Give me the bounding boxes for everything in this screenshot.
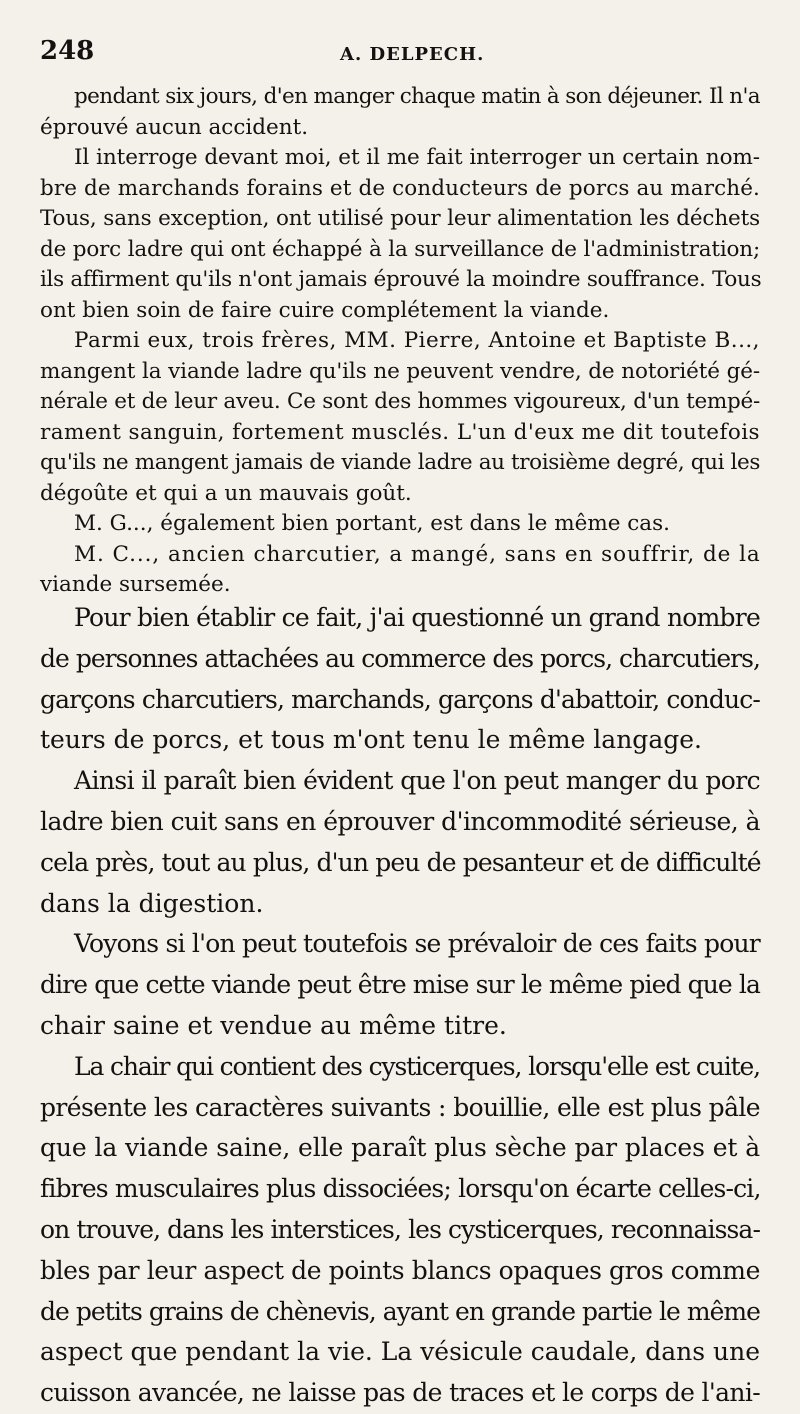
text-line: ladre bien cuit sans en éprouver d'incommodité sérieuse, à (40, 806, 760, 836)
text-line: Voyons si l'on peut toutefois se prévaloir de ces faits pour (74, 929, 760, 959)
text-line: dans la digestion. (40, 888, 264, 918)
large-paragraph (40, 761, 760, 924)
text-line: Ainsi il paraît bien évident que l'on peut manger du porc (74, 766, 760, 796)
text-line: mangent la viande ladre qu'ils ne peuvent vendre, de notoriété gé- (40, 358, 760, 384)
small-paragraph (40, 509, 760, 540)
text-line: dire que cette viande peut être mise sur le même pied que la (40, 970, 760, 1000)
text-line: fibres musculaires plus dissociées; lorsqu'on écarte celles-ci, (40, 1174, 761, 1204)
running-head: A. DELPECH. (340, 44, 485, 65)
text-line: cuisson avancée, ne laisse pas de traces et le corps de l'ani- (40, 1378, 760, 1408)
page-header (40, 36, 760, 72)
text-line: on trouve, dans les interstices, les cysticerques, reconnaissa- (40, 1214, 760, 1244)
text-line: viande sursemée. (40, 572, 231, 597)
text-line: garçons charcutiers, marchands, garçons d'abattoir, conduc- (40, 684, 760, 714)
small-paragraph (40, 82, 760, 143)
text-line: dégoûte et qui a un mauvais goût. (40, 480, 412, 506)
text-line: M. C..., ancien charcutier, a mangé, sans en souffrir, de la (74, 541, 761, 567)
text-line: aspect que pendant la vie. La vésicule caudale, dans une (40, 1337, 760, 1367)
large-paragraph (40, 1047, 760, 1414)
small-paragraph (40, 326, 760, 509)
text-line: que la viande saine, elle paraît plus sèche par places et à (40, 1133, 760, 1163)
small-paragraph (40, 540, 760, 601)
text-line: qu'ils ne mangent jamais de viande ladre au troisième degré, qui les (40, 450, 760, 475)
text-line: cela près, tout au plus, d'un peu de pesanteur et de difficulté (40, 847, 761, 877)
text-line: ont bien soin de faire cuire complétement la viande. (40, 297, 610, 323)
text-line: éprouvé aucun accident. (40, 114, 309, 140)
large-paragraph (40, 924, 760, 1046)
text-line: nérale et de leur aveu. Ce sont des hommes vigoureux, d'un tempé- (40, 389, 760, 414)
small-text-block (40, 82, 760, 601)
text-line: M. G..., également bien portant, est dans le même cas. (74, 511, 670, 536)
text-line: Pour bien établir ce fait, j'ai questionné un grand nombre (74, 603, 761, 632)
text-line: de porc ladre qui ont échappé à la surveillance de l'administration; (40, 236, 760, 262)
text-line: rament sanguin, fortement musclés. L'un d'eux me dit toutefois (40, 419, 760, 445)
text-line: présente les caractères suivants : bouillie, elle est plus pâle (40, 1092, 760, 1122)
large-paragraph (40, 598, 760, 761)
text-line: ils affirment qu'ils n'ont jamais éprouvé la moindre souffrance. Tous (40, 267, 762, 292)
text-line: bre de marchands forains et de conducteurs de porcs au marché. (40, 175, 760, 201)
text-line: pendant six jours, d'en manger chaque matin à son déjeuner. Il n'a (74, 84, 760, 109)
large-text-block (40, 598, 760, 1414)
small-paragraph (40, 143, 760, 326)
text-line: bles par leur aspect de points blancs opaques gros comme (40, 1255, 760, 1285)
text-line: La chair qui contient des cysticerques, lorsqu'elle est cuite, (74, 1051, 760, 1081)
text-line: Il interroge devant moi, et il me fait interroger un certain nom- (74, 145, 760, 170)
text-line: de petits grains de chènevis, ayant en grande partie le même (40, 1296, 760, 1326)
text-line: Parmi eux, trois frères, MM. Pierre, Antoine et Baptiste B..., (74, 328, 760, 353)
text-line: teurs de porcs, et tous m'ont tenu le même langage. (40, 725, 702, 755)
text-line: Tous, sans exception, ont utilisé pour leur alimentation les déchets (40, 206, 760, 231)
text-line: chair saine et vendue au même titre. (40, 1010, 507, 1040)
page-number: 248 (40, 36, 95, 66)
text-line: de personnes attachées au commerce des porcs, charcutiers, (40, 643, 760, 673)
